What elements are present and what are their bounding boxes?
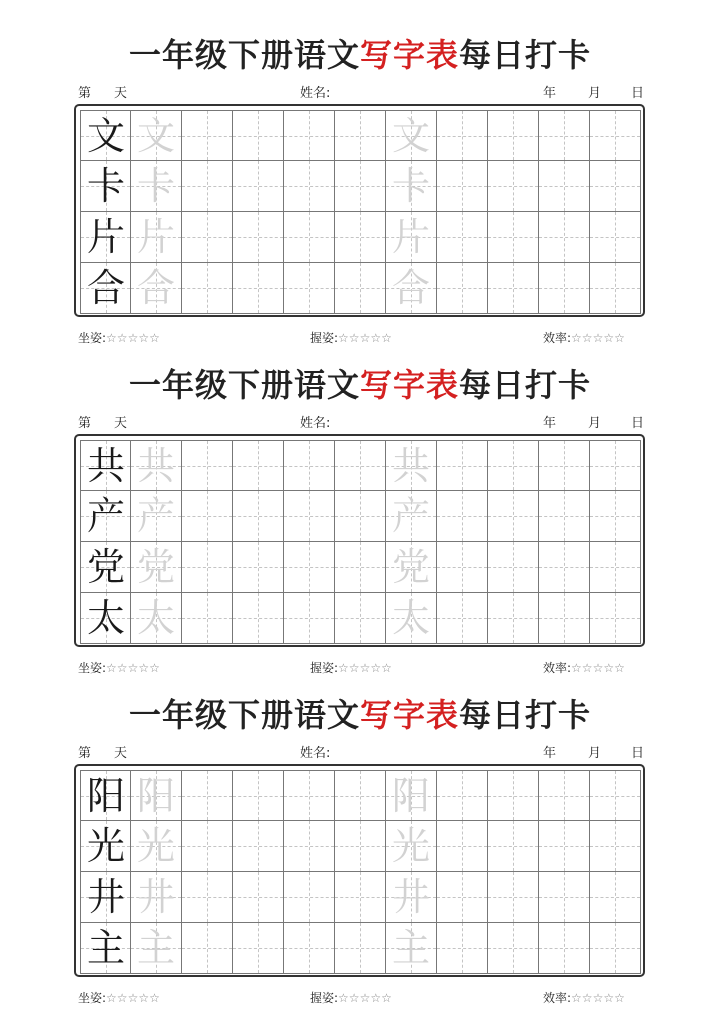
grid-cell[interactable] bbox=[233, 161, 284, 212]
trace-character: 阳 bbox=[391, 774, 430, 818]
grid-cell[interactable] bbox=[488, 263, 539, 314]
title-part-grade: 一年级下册语文 bbox=[128, 696, 360, 734]
date-label: 日 bbox=[631, 416, 645, 431]
efficiency-label: 效率: bbox=[543, 991, 572, 1005]
writing-grid-frame bbox=[74, 434, 645, 647]
grid-cell[interactable] bbox=[131, 542, 182, 593]
grid-cell[interactable] bbox=[131, 110, 182, 161]
trace-character: 共 bbox=[136, 444, 175, 488]
grid-cell[interactable] bbox=[80, 923, 131, 974]
grid-cell[interactable] bbox=[437, 770, 488, 821]
year-label: 年 bbox=[543, 86, 557, 101]
month-label: 月 bbox=[588, 416, 602, 431]
grid-cell[interactable] bbox=[539, 161, 590, 212]
grid-cell[interactable] bbox=[233, 770, 284, 821]
grid-cell[interactable] bbox=[80, 872, 131, 923]
trace-character: 井 bbox=[136, 875, 175, 919]
grid-cell[interactable] bbox=[233, 212, 284, 263]
writing-grid-frame bbox=[74, 104, 645, 317]
grid-cell[interactable] bbox=[131, 872, 182, 923]
year-label: 年 bbox=[543, 746, 557, 761]
grid-cell[interactable] bbox=[182, 821, 233, 872]
grip-label: 握姿: bbox=[310, 661, 339, 675]
practice-sheet-2 bbox=[0, 330, 720, 675]
sheet-title bbox=[0, 690, 720, 736]
model-character: 片 bbox=[86, 215, 125, 259]
grid-cell[interactable] bbox=[590, 110, 641, 161]
day-suffix-label: 天 bbox=[114, 86, 128, 101]
grid-cell[interactable] bbox=[233, 263, 284, 314]
grid-cell[interactable] bbox=[386, 542, 437, 593]
efficiency-label: 效率: bbox=[543, 331, 572, 345]
grid-cell[interactable] bbox=[182, 542, 233, 593]
date-label: 日 bbox=[631, 86, 645, 101]
model-character: 共 bbox=[86, 444, 125, 488]
grid-cell[interactable] bbox=[488, 770, 539, 821]
title-part-highlight: 写字表 bbox=[359, 696, 459, 734]
grid-cell[interactable] bbox=[539, 872, 590, 923]
grid-cell[interactable] bbox=[590, 821, 641, 872]
grid-cell[interactable] bbox=[539, 923, 590, 974]
grid-cell[interactable] bbox=[233, 593, 284, 644]
grid-cell[interactable] bbox=[284, 440, 335, 491]
grid-cell[interactable] bbox=[335, 110, 386, 161]
grid-cell[interactable] bbox=[131, 212, 182, 263]
grid-cell[interactable] bbox=[386, 440, 437, 491]
grid-cell[interactable] bbox=[131, 491, 182, 542]
trace-character: 光 bbox=[391, 824, 430, 868]
grid-cell[interactable] bbox=[284, 923, 335, 974]
grip-stars[interactable]: ☆☆☆☆☆ bbox=[338, 661, 392, 675]
grid-cell[interactable] bbox=[233, 872, 284, 923]
trace-character: 产 bbox=[136, 494, 175, 538]
grid-cell[interactable] bbox=[437, 161, 488, 212]
model-character: 主 bbox=[86, 926, 125, 970]
grid-cell[interactable] bbox=[80, 593, 131, 644]
name-label: 姓名: bbox=[300, 746, 331, 761]
grid-cell[interactable] bbox=[182, 593, 233, 644]
posture-label: 坐姿: bbox=[78, 331, 107, 345]
title-part-grade: 一年级下册语文 bbox=[128, 366, 360, 404]
grid-cell[interactable] bbox=[233, 821, 284, 872]
grid-cell[interactable] bbox=[488, 923, 539, 974]
grid-cell[interactable] bbox=[284, 542, 335, 593]
trace-character: 片 bbox=[391, 215, 430, 259]
trace-character: 合 bbox=[391, 266, 430, 310]
grid-cell[interactable] bbox=[182, 923, 233, 974]
model-character: 井 bbox=[86, 875, 125, 919]
grid-cell[interactable] bbox=[335, 263, 386, 314]
grid-cell[interactable] bbox=[437, 593, 488, 644]
posture-label: 坐姿: bbox=[78, 991, 107, 1005]
trace-character: 太 bbox=[391, 596, 430, 640]
grid-cell[interactable] bbox=[590, 161, 641, 212]
grid-cell[interactable] bbox=[182, 212, 233, 263]
grid-cell[interactable] bbox=[182, 872, 233, 923]
grip-stars[interactable]: ☆☆☆☆☆ bbox=[338, 331, 392, 345]
grid-cell[interactable] bbox=[590, 263, 641, 314]
month-label: 月 bbox=[588, 86, 602, 101]
grid-cell[interactable] bbox=[131, 440, 182, 491]
day-prefix-label: 第 bbox=[78, 746, 92, 761]
grid-cell[interactable] bbox=[80, 821, 131, 872]
grid-cell[interactable] bbox=[386, 212, 437, 263]
efficiency-stars[interactable]: ☆☆☆☆☆ bbox=[571, 331, 625, 345]
trace-character: 共 bbox=[391, 444, 430, 488]
grid-cell[interactable] bbox=[131, 593, 182, 644]
model-character: 卡 bbox=[86, 164, 125, 208]
trace-character: 卡 bbox=[391, 164, 430, 208]
grid-cell[interactable] bbox=[233, 110, 284, 161]
trace-character: 光 bbox=[136, 824, 175, 868]
grid-cell[interactable] bbox=[386, 161, 437, 212]
grid-cell[interactable] bbox=[488, 212, 539, 263]
grid-cell[interactable] bbox=[131, 821, 182, 872]
day-suffix-label: 天 bbox=[114, 746, 128, 761]
grid-cell[interactable] bbox=[386, 110, 437, 161]
grid-cell[interactable] bbox=[335, 161, 386, 212]
grid-cell[interactable] bbox=[488, 110, 539, 161]
grid-cell[interactable] bbox=[284, 161, 335, 212]
grid-cell[interactable] bbox=[335, 923, 386, 974]
grid-cell[interactable] bbox=[335, 872, 386, 923]
grid-cell[interactable] bbox=[386, 770, 437, 821]
name-label: 姓名: bbox=[300, 416, 331, 431]
grid-cell[interactable] bbox=[539, 440, 590, 491]
grid-cell[interactable] bbox=[590, 440, 641, 491]
grid-cell[interactable] bbox=[386, 593, 437, 644]
efficiency-label: 效率: bbox=[543, 661, 572, 675]
grid-cell[interactable] bbox=[335, 770, 386, 821]
grid-cell[interactable] bbox=[335, 593, 386, 644]
trace-character: 合 bbox=[136, 266, 175, 310]
grid-cell[interactable] bbox=[590, 770, 641, 821]
grip-rating bbox=[310, 991, 392, 1005]
grid-cell[interactable] bbox=[233, 923, 284, 974]
grid-cell[interactable] bbox=[80, 161, 131, 212]
grid-cell[interactable] bbox=[284, 593, 335, 644]
title-part-highlight: 写字表 bbox=[359, 366, 459, 404]
grid-cell[interactable] bbox=[233, 542, 284, 593]
grid-cell[interactable] bbox=[284, 770, 335, 821]
grid-cell[interactable] bbox=[437, 872, 488, 923]
grid-cell[interactable] bbox=[539, 212, 590, 263]
grid-cell[interactable] bbox=[539, 821, 590, 872]
year-label: 年 bbox=[543, 416, 557, 431]
grid-cell[interactable] bbox=[437, 263, 488, 314]
trace-character: 井 bbox=[391, 875, 430, 919]
grid-cell[interactable] bbox=[182, 440, 233, 491]
grid-cell[interactable] bbox=[437, 212, 488, 263]
trace-character: 主 bbox=[136, 926, 175, 970]
grid-cell[interactable] bbox=[182, 263, 233, 314]
grid-cell[interactable] bbox=[386, 263, 437, 314]
sheet-title bbox=[0, 360, 720, 406]
title-part-checkin: 每日打卡 bbox=[459, 696, 592, 734]
grid-cell[interactable] bbox=[437, 491, 488, 542]
grid-cell[interactable] bbox=[539, 263, 590, 314]
grid-cell[interactable] bbox=[488, 821, 539, 872]
practice-sheet-3 bbox=[0, 660, 720, 1005]
grid-cell[interactable] bbox=[437, 821, 488, 872]
grid-cell[interactable] bbox=[80, 212, 131, 263]
model-character: 阳 bbox=[86, 774, 125, 818]
grip-label: 握姿: bbox=[310, 331, 339, 345]
grid-cell[interactable] bbox=[335, 440, 386, 491]
grip-label: 握姿: bbox=[310, 991, 339, 1005]
grid-cell[interactable] bbox=[437, 923, 488, 974]
grid-cell[interactable] bbox=[590, 491, 641, 542]
grid-cell[interactable] bbox=[590, 872, 641, 923]
grid-cell[interactable] bbox=[182, 161, 233, 212]
posture-stars[interactable]: ☆☆☆☆☆ bbox=[106, 331, 160, 345]
sheet-title bbox=[0, 30, 720, 76]
trace-character: 片 bbox=[136, 215, 175, 259]
trace-character: 文 bbox=[391, 114, 430, 158]
grid-cell[interactable] bbox=[488, 440, 539, 491]
grid-cell[interactable] bbox=[335, 821, 386, 872]
model-character: 合 bbox=[86, 266, 125, 310]
grid-cell[interactable] bbox=[80, 770, 131, 821]
grid-cell[interactable] bbox=[233, 491, 284, 542]
efficiency-stars[interactable]: ☆☆☆☆☆ bbox=[571, 661, 625, 675]
title-part-checkin: 每日打卡 bbox=[459, 36, 592, 74]
grid-cell[interactable] bbox=[386, 923, 437, 974]
model-character: 光 bbox=[86, 824, 125, 868]
title-part-checkin: 每日打卡 bbox=[459, 366, 592, 404]
efficiency-stars[interactable]: ☆☆☆☆☆ bbox=[571, 991, 625, 1005]
grid-cell[interactable] bbox=[131, 923, 182, 974]
grid-cell[interactable] bbox=[131, 263, 182, 314]
grid-cell[interactable] bbox=[488, 593, 539, 644]
grid-cell[interactable] bbox=[80, 440, 131, 491]
grid-cell[interactable] bbox=[233, 440, 284, 491]
grid-cell[interactable] bbox=[284, 872, 335, 923]
grid-cell[interactable] bbox=[590, 542, 641, 593]
trace-character: 太 bbox=[136, 596, 175, 640]
grid-cell[interactable] bbox=[539, 491, 590, 542]
grid-cell[interactable] bbox=[80, 542, 131, 593]
date-label: 日 bbox=[631, 746, 645, 761]
trace-character: 党 bbox=[136, 545, 175, 589]
name-label: 姓名: bbox=[300, 86, 331, 101]
grid-cell[interactable] bbox=[284, 110, 335, 161]
day-prefix-label: 第 bbox=[78, 86, 92, 101]
grid-cell[interactable] bbox=[488, 542, 539, 593]
grid-cell[interactable] bbox=[437, 110, 488, 161]
trace-character: 卡 bbox=[136, 164, 175, 208]
grid-cell[interactable] bbox=[539, 593, 590, 644]
grid-cell[interactable] bbox=[437, 542, 488, 593]
grid-cell[interactable] bbox=[437, 440, 488, 491]
grid-cell[interactable] bbox=[488, 491, 539, 542]
trace-character: 产 bbox=[391, 494, 430, 538]
grid-cell[interactable] bbox=[386, 491, 437, 542]
posture-label: 坐姿: bbox=[78, 661, 107, 675]
grid-cell[interactable] bbox=[80, 110, 131, 161]
grid-cell[interactable] bbox=[284, 491, 335, 542]
grid-cell[interactable] bbox=[590, 923, 641, 974]
grid-cell[interactable] bbox=[386, 821, 437, 872]
grid-cell[interactable] bbox=[131, 161, 182, 212]
grid-cell[interactable] bbox=[284, 212, 335, 263]
model-character: 党 bbox=[86, 545, 125, 589]
day-prefix-label: 第 bbox=[78, 416, 92, 431]
grid-cell[interactable] bbox=[182, 110, 233, 161]
grid-cell[interactable] bbox=[335, 212, 386, 263]
posture-rating bbox=[78, 991, 160, 1005]
trace-character: 文 bbox=[136, 114, 175, 158]
model-character: 文 bbox=[86, 114, 125, 158]
day-suffix-label: 天 bbox=[114, 416, 128, 431]
model-character: 太 bbox=[86, 596, 125, 640]
grid-cell[interactable] bbox=[539, 542, 590, 593]
grid-cell[interactable] bbox=[284, 821, 335, 872]
writing-grid-frame bbox=[74, 764, 645, 977]
grid-cell[interactable] bbox=[539, 770, 590, 821]
grid-cell[interactable] bbox=[182, 770, 233, 821]
model-character: 产 bbox=[86, 494, 125, 538]
title-part-grade: 一年级下册语文 bbox=[128, 36, 360, 74]
month-label: 月 bbox=[588, 746, 602, 761]
grid-cell[interactable] bbox=[539, 110, 590, 161]
grid-cell[interactable] bbox=[590, 212, 641, 263]
grid-cell[interactable] bbox=[488, 872, 539, 923]
grip-stars[interactable]: ☆☆☆☆☆ bbox=[338, 991, 392, 1005]
efficiency-rating bbox=[543, 991, 625, 1005]
posture-stars[interactable]: ☆☆☆☆☆ bbox=[106, 661, 160, 675]
grid-cell[interactable] bbox=[131, 770, 182, 821]
trace-character: 阳 bbox=[136, 774, 175, 818]
trace-character: 主 bbox=[391, 926, 430, 970]
grid-cell[interactable] bbox=[284, 263, 335, 314]
grid-cell[interactable] bbox=[590, 593, 641, 644]
practice-sheet-1 bbox=[0, 0, 720, 345]
posture-stars[interactable]: ☆☆☆☆☆ bbox=[106, 991, 160, 1005]
grid-cell[interactable] bbox=[182, 491, 233, 542]
grid-cell[interactable] bbox=[335, 542, 386, 593]
grid-cell[interactable] bbox=[80, 491, 131, 542]
grid-cell[interactable] bbox=[488, 161, 539, 212]
title-part-highlight: 写字表 bbox=[359, 36, 459, 74]
grid-cell[interactable] bbox=[386, 872, 437, 923]
grid-cell[interactable] bbox=[335, 491, 386, 542]
trace-character: 党 bbox=[391, 545, 430, 589]
grid-cell[interactable] bbox=[80, 263, 131, 314]
